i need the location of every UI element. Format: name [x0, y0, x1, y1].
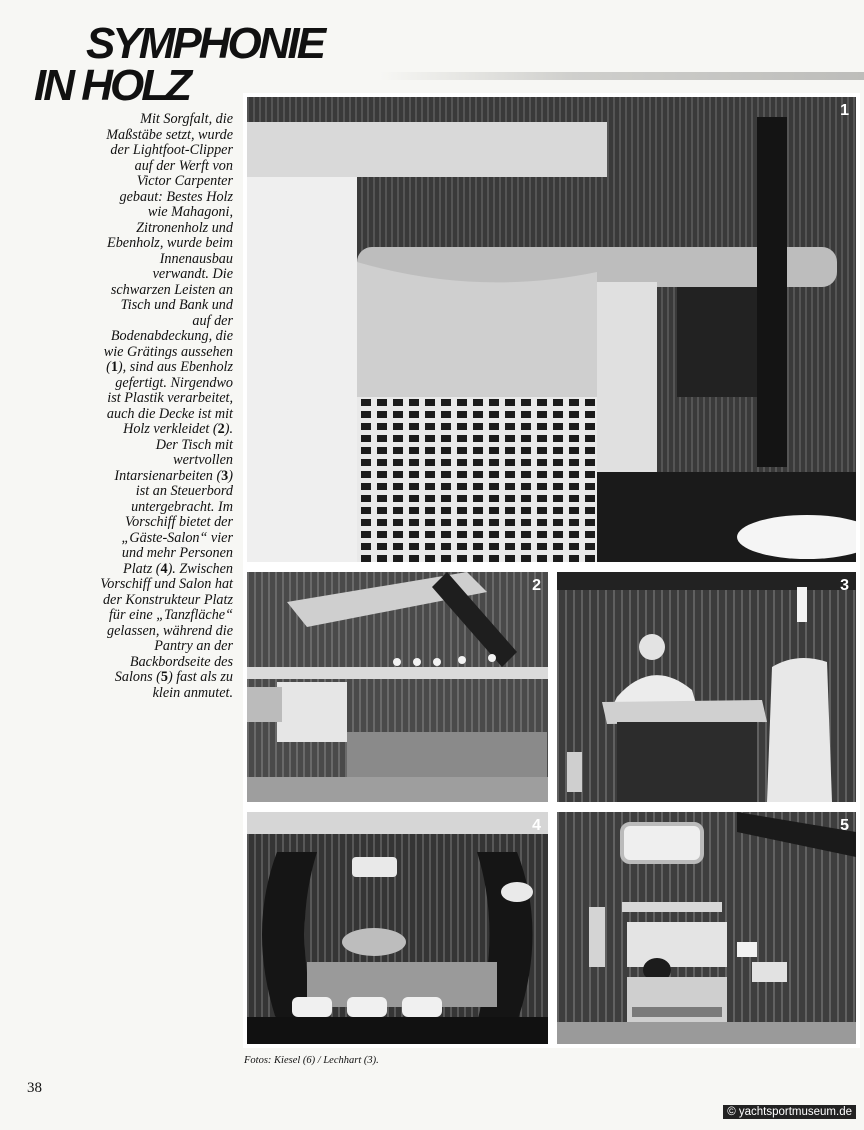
photo-2-image [247, 572, 548, 802]
photo-1-saloon-table [247, 97, 856, 562]
photo-grid [243, 93, 860, 1048]
photo-5-image [557, 812, 856, 1044]
photo-number-4: 4 [532, 817, 541, 834]
title-line-2: IN HOLZ [34, 61, 189, 110]
photo-2-wooden-ceiling [247, 572, 548, 802]
photo-credits: Fotos: Kiesel (6) / Lechhart (3). [244, 1055, 379, 1066]
title-line-1: SYMPHONIE [86, 19, 324, 68]
photo-4-image [247, 812, 548, 1044]
photo-3-man-at-table [557, 572, 856, 802]
photo-4-guest-salon [247, 812, 548, 1044]
photo-number-3: 3 [840, 577, 849, 594]
copyright-watermark: © yachtsportmuseum.de [723, 1105, 856, 1119]
photo-number-5: 5 [840, 817, 849, 834]
article-body-text: Mit Sorgfalt, die Maßstäbe setzt, wurde der Lightfoot-Clipper auf der Werft von Victor Carpenter gebaut: Bestes Holz wie Mahagoni, Zitronenholz und Ebenholz, wurde beim Innenausbau verwandt. Die schwarzen Leisten an Tisch und Bank und auf der Bodenabdeckung, die wie Grätings aussehen (1), sind aus Ebenholz gefertigt. Nirgendwo ist Plastik verarbeitet, auch die Decke ist mit Holz verkleidet (2). Der Tisch mit wertvollen Intarsienarbeiten (3) ist an Steuerbord untergebracht. Im Vorschiff bietet der „Gäste-Salon“ vier und mehr Personen Platz (4). Zwischen Vorschiff und Salon hat der Konstrukteur Platz für eine „Tanzfläche“ gelassen, während die Pantry an der Backbordseite des Salons (5) fast als zu klein anmutet. [100, 111, 233, 701]
photo-number-2: 2 [532, 577, 541, 594]
scan-edge [380, 72, 864, 80]
photo-3-image [557, 572, 856, 802]
photo-number-1: 1 [840, 102, 849, 119]
page-number: 38 [27, 1080, 42, 1096]
photo-5-pantry [557, 812, 856, 1044]
photo-1-image [247, 97, 856, 562]
